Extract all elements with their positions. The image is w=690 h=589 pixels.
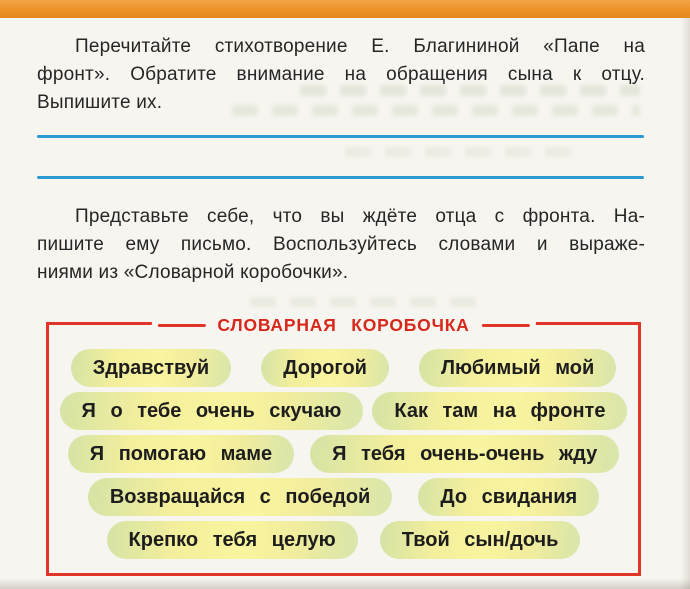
task-line: ниями из «Словарной коробочки».: [37, 262, 349, 283]
bleed-through-smudge: [345, 147, 580, 157]
word-pill-row: [88, 478, 599, 516]
word-pill-rows: [49, 325, 638, 573]
task-paragraph-2: [37, 203, 645, 287]
word-pill: Я тебя очень-очень жду: [310, 435, 619, 473]
task-line: Выпишите их.: [37, 92, 163, 113]
page-top-accent-bar: [0, 0, 690, 18]
task-line: Представьте себе, что вы ждёте отца с фронта. На-: [75, 206, 645, 227]
task-line: фронт». Обратите внимание на обращения сына к отцу.: [37, 64, 645, 85]
word-pill-row: [68, 435, 619, 473]
word-pill-row: [60, 392, 628, 430]
word-pill: До свидания: [418, 478, 599, 516]
word-pill: Дорогой: [261, 349, 389, 387]
word-pill: Здравствуй: [71, 349, 232, 387]
word-pill: Твой сын/дочь: [380, 521, 581, 559]
word-pill-row: [107, 521, 581, 559]
task-line: Перечитайте стихотворение Е. Благининой «Папе на: [75, 36, 645, 57]
task-line: пишите ему письмо. Воспользуйтесь словами и выраже-: [37, 234, 645, 255]
word-pill: Крепко тебя целую: [107, 521, 358, 559]
word-pill: Возвращайся с победой: [88, 478, 393, 516]
answer-writing-line-1: [37, 135, 644, 138]
bleed-through-smudge: [250, 297, 480, 307]
word-pill: Как там на фронте: [372, 392, 627, 430]
vocabulary-box: [46, 314, 641, 576]
word-pill: Любимый мой: [419, 349, 616, 387]
vocabulary-box-title: СЛОВАРНАЯ КОРОБОЧКА: [217, 314, 470, 335]
answer-writing-line-2: [37, 176, 644, 179]
word-pill-row: [71, 349, 617, 387]
task-paragraph-1: [37, 33, 645, 117]
word-pill: Я о тебе очень скучаю: [60, 392, 364, 430]
word-pill: Я помогаю маме: [68, 435, 294, 473]
